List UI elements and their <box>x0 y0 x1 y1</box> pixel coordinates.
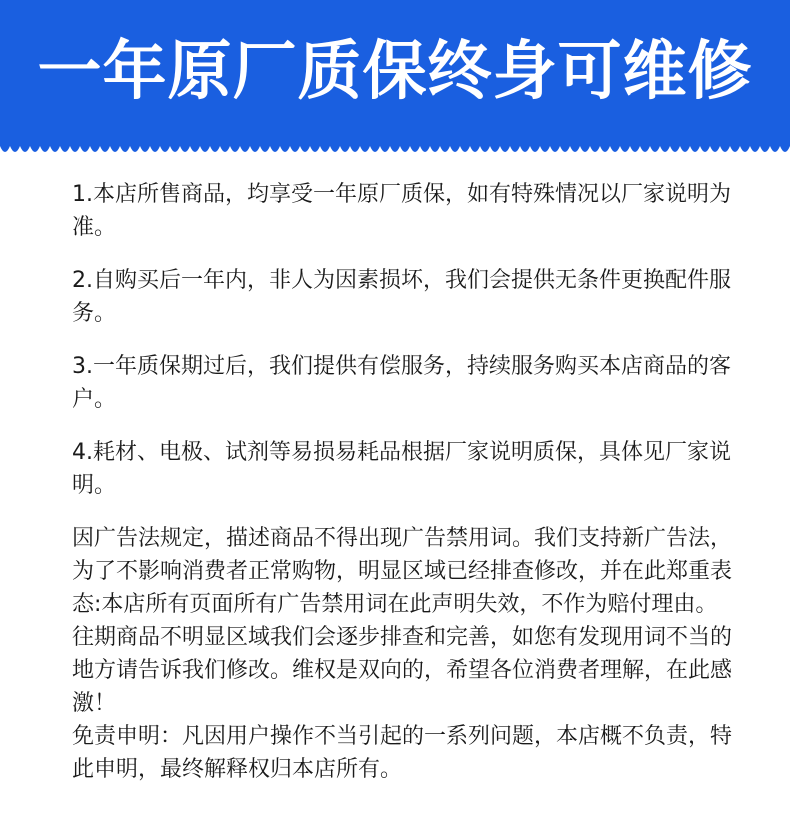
warranty-term-1: 1.本店所售商品，均享受一年原厂质保，如有特殊情况以厂家说明为准。 <box>72 182 731 240</box>
warranty-term-2: 2.自购买后一年内，非人为因素损坏，我们会提供无条件更换配件服务。 <box>72 268 731 326</box>
disclaimer-text: 免责申明：凡因用户操作不当引起的一系列问题，本店概不负责，特此申明，最终解释权归本店所有。 <box>72 724 733 782</box>
warranty-term-4: 4.耗材、电极、试剂等易损易耗品根据厂家说明质保，具体见厂家说明。 <box>72 440 731 498</box>
warranty-content <box>72 178 732 786</box>
ad-law-notice: 因广告法规定，描述商品不得出现广告禁用词。我们支持新广告法，为了不影响消费者正常购物，明显区域已经排查修改，并在此郑重表态:本店所有页面所有广告禁用词在此声明失效，不作为赔付理由。往期商品不明显区域我们会逐步排查和完善，如您有发现用词不当的地方请告诉我们修改。维权是双向的，希望各位消费者理解，在此感激！ <box>72 526 733 716</box>
banner-title: 一年原厂质保终身可维修 <box>37 35 753 109</box>
warranty-term-3: 3.一年质保期过后，我们提供有偿服务，持续服务购买本店商品的客户。 <box>72 354 731 412</box>
header-banner <box>0 0 790 156</box>
